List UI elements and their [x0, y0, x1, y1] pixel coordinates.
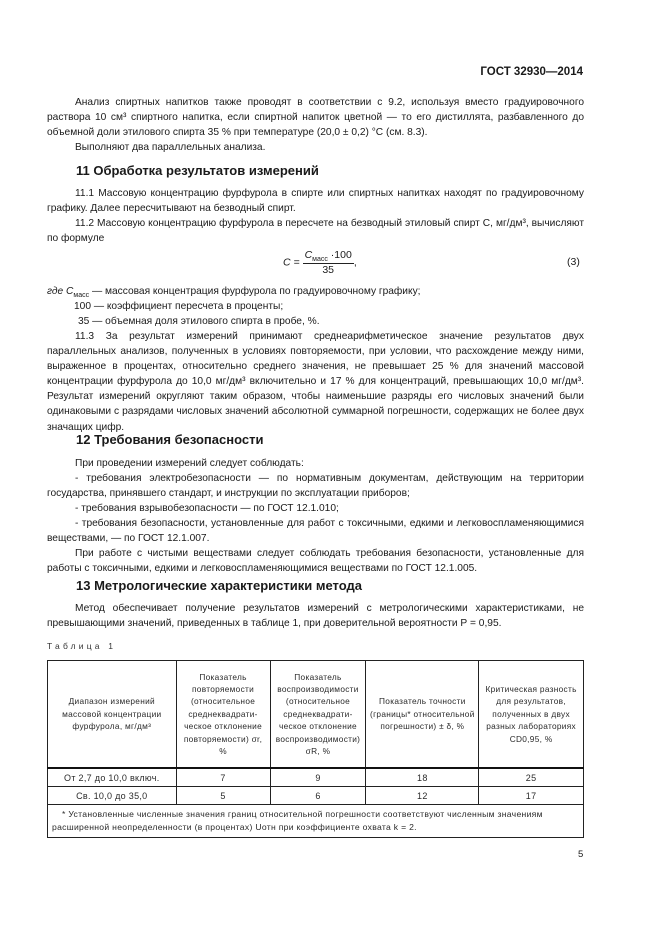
- section-12-intro: При проведении измерений следует соблюдать:: [75, 458, 304, 469]
- table-footnote-row: [48, 805, 584, 838]
- formula-num-rest: ·100: [327, 249, 352, 261]
- table-row: [48, 768, 584, 787]
- section-12-bullet-3: - требования безопасности, установленные для работ с токсичными, едкими и легковоспламеняющимися веществами, — по ГОСТ 12.1.007.: [47, 518, 584, 545]
- header-range: Диапазон измерений массовой концентрации фурфурола, мг/дм³: [48, 661, 177, 769]
- formula-sub: масс: [312, 256, 328, 264]
- formula-comma: ,: [353, 256, 357, 269]
- cell-range: От 2,7 до 10,0 включ.: [48, 768, 177, 787]
- cell-reproducibility: 9: [270, 768, 366, 787]
- where-line-2: 100 — коэффициент пересчета в проценты;: [74, 301, 284, 312]
- section-11-2: 11.2 Массовую концентрацию фурфурола в пересчете на безводный этиловый спирт С, мг/дм³, вычисляют по формуле: [47, 218, 584, 245]
- formula-var: C: [304, 249, 313, 261]
- page-number: 5: [578, 849, 584, 860]
- where-line-3: 35 — объемная доля этилового спирта в пробе, %.: [78, 316, 320, 327]
- cell-accuracy: 12: [366, 787, 479, 805]
- section-11-1: 11.1 Массовую концентрацию фурфурола в спирте или спиртных напитках находят по градуировочному графику. Далее пересчитывают на безводный спирт.: [47, 188, 584, 215]
- header-repeatability: Показатель повторяемости (относительное среднеквадрати-ческое отклонение повторяемости) σr, %: [176, 661, 270, 769]
- cell-range: Св. 10,0 до 35,0: [48, 787, 177, 805]
- header-critical-difference: Критическая разность для результатов, полученных в двух разных лабораториях CD0,95, %: [479, 661, 584, 769]
- section-12-bullet-1: - требования электробезопасности — по нормативным документам, действующим на территории государства, принявшего стандарт, и инструкции по эксплуатации приборов;: [47, 473, 584, 500]
- formula-denominator: 35: [322, 264, 335, 277]
- section-12-title: 12 Требования безопасности: [76, 432, 264, 447]
- cell-critical-difference: 17: [479, 787, 584, 805]
- section-13-title: 13 Метрологические характеристики метода: [76, 578, 362, 593]
- cell-repeatability: 7: [176, 768, 270, 787]
- section-12-bullet-2: - требования взрывобезопасности — по ГОСТ 12.1.010;: [75, 503, 339, 514]
- section-12-paragraph: При работе с чистыми веществами следует соблюдать требования безопасности, установленные для работы с токсичными, едкими и легковоспламеняющимися веществами по ГОСТ 12.1.005.: [47, 548, 584, 575]
- where-sub: масс: [73, 292, 90, 300]
- formula-number: (3): [567, 256, 580, 268]
- intro-paragraph-2: Выполняют два параллельных анализа.: [75, 142, 266, 153]
- table-header-row: [48, 661, 584, 769]
- cell-accuracy: 18: [366, 768, 479, 787]
- table-row: [48, 787, 584, 805]
- header-accuracy: Показатель точности (границы* относительной погрешности) ± δ, %: [366, 661, 479, 769]
- cell-reproducibility: 6: [270, 787, 366, 805]
- section-11-title: 11 Обработка результатов измерений: [76, 163, 319, 178]
- metrology-table: [47, 660, 584, 838]
- where-var: где C: [47, 286, 74, 297]
- intro-paragraph: Анализ спиртных напитков также проводят в соответствии с 9.2, используя вместо градуировочного раствора 10 см³ спиртного напитка, если спиртной напиток цветной — то его дистиллята, разбавленного до объемной доли этилового спирта 35 % при температуре (20,0 ± 0,2) °С (см. 8.3).: [47, 97, 584, 139]
- section-11-3: 11.3 За результат измерений принимают среднеарифметическое значение результатов двух параллельных анализов, полученных в условиях повторяемости, при условии, что расхождение между ними, выраженное в процентах, относительно среднего значения, не превышает 25 % для значений массовой концентрации фурфурола до 10,0 мг/дм³ включительно и 17 % для концентраций, превышающих 10,0 мг/дм³. Результат измерений округляют таким образом, чтобы наименьшие разряды его числовых значений были одинаковыми с разрядами числовых значений абсолютной суммарной погрешности, содержащих не более двух значащих цифр.: [47, 331, 584, 433]
- table-caption: Таблица 1: [47, 641, 117, 651]
- where-desc: — массовая концентрация фурфурола по градуировочному графику;: [89, 286, 421, 297]
- formula-3: [283, 249, 357, 276]
- formula-fraction: [303, 249, 354, 276]
- cell-critical-difference: 25: [479, 768, 584, 787]
- formula-numerator: [303, 249, 354, 264]
- section-13-paragraph: Метод обеспечивает получение результатов измерений с метрологическими характеристиками, не превышающими значений, приведенных в таблице 1, при доверительной вероятности Р = 0,95.: [47, 603, 584, 630]
- table-footnote: * Установленные численные значения границ относительной погрешности соответствуют численным значениям расширенной неопределенности (в процентах) Uотн при коэффициенте охвата k = 2.: [48, 805, 584, 838]
- cell-repeatability: 5: [176, 787, 270, 805]
- header-reproducibility: Показатель воспроизводимости (относительное среднеквадрати-ческое отклонение воспроизводимости) σR, %: [270, 661, 366, 769]
- formula-lhs: C =: [283, 256, 300, 269]
- document-header-id: ГОСТ 32930—2014: [480, 66, 583, 78]
